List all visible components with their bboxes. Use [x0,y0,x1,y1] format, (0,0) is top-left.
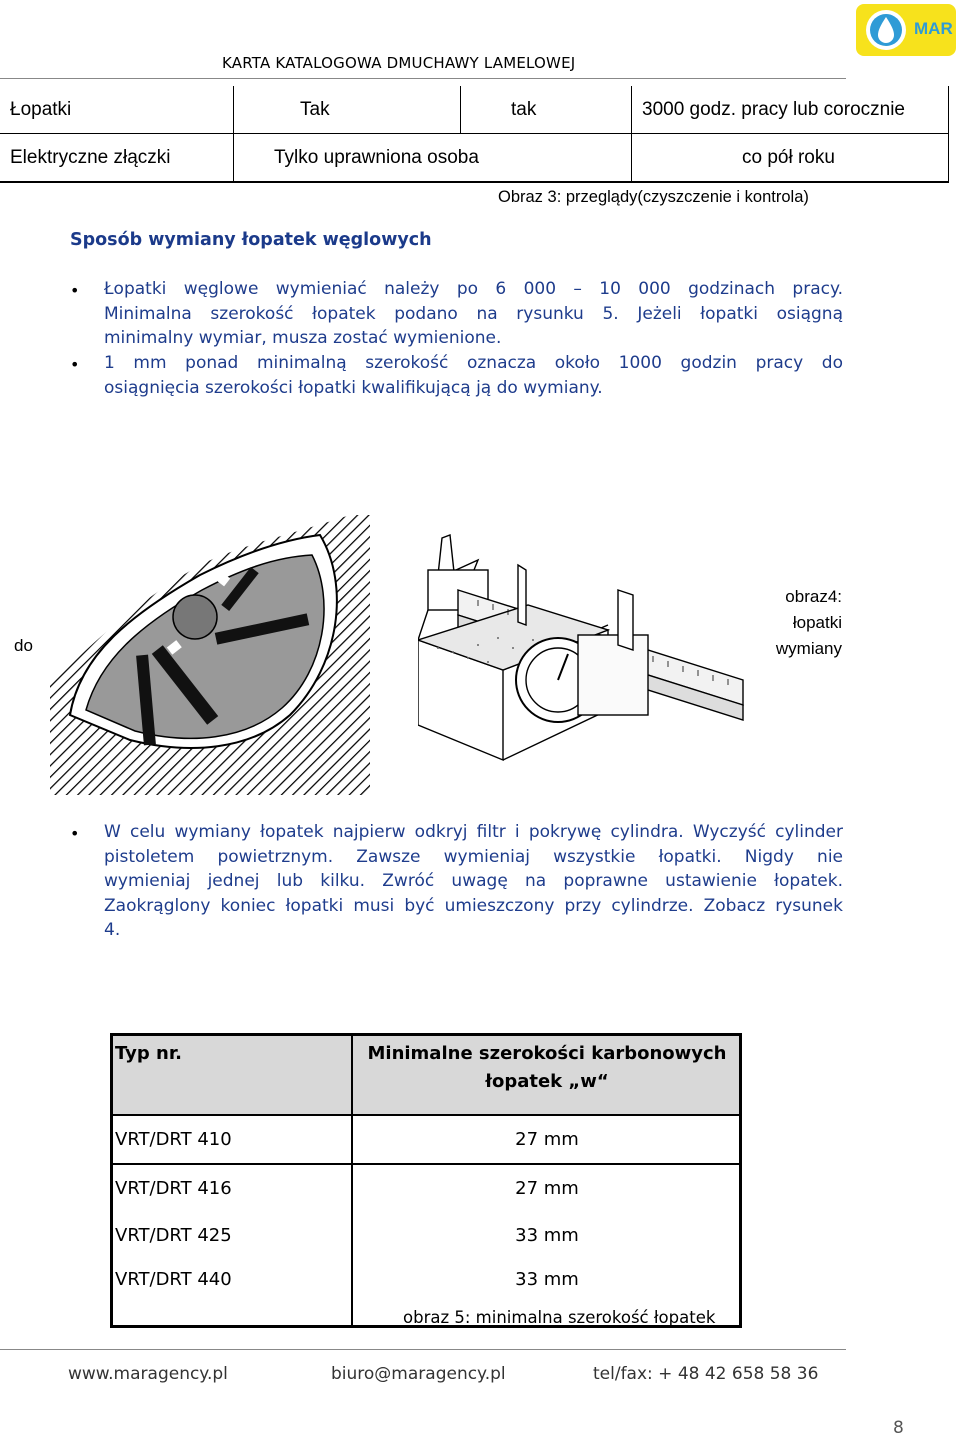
footer-phone: tel/fax: + 48 42 658 58 36 [593,1364,819,1384]
header-divider [0,78,846,79]
text-line: pistoletem powietrznym. Zawsze wymieniaj wszystkie łopatki. Nigdy nie [104,846,843,867]
header-type: Typ nr. [112,1035,353,1116]
text-line: osiągnięcia szerokości łopatki kwalifikującą ją do wymiany. [104,377,603,398]
table-cell: Tylko uprawniona osoba [234,134,632,183]
text-line: Minimalna szerokość łopatek podano na rysunku 5. Jeżeli łopatki osiągną [104,303,843,324]
bullet-paragraph [104,820,843,943]
width-cell: 27 mm [515,1178,579,1199]
table-row [0,134,949,183]
company-logo [856,4,956,56]
page-number: 8 [893,1418,904,1438]
type-cell: VRT/DRT 416 [112,1164,353,1212]
width-cell: 33 mm [515,1225,579,1246]
table-cell: co pół roku [632,134,949,183]
text-line: Zaokrąglony koniec łopatki musi być umieszczony przy cylindrze. Zobacz rysunek [104,895,843,916]
type-cell: VRT/DRT 410 [112,1115,353,1164]
caption-line: łopatki [792,613,842,632]
footer-website-link[interactable]: www.maragency.pl [68,1364,228,1384]
bullet-paragraph [104,351,843,400]
figure-caption-3: Obraz 3: przeglądy(czyszczenie i kontrola) [498,188,809,206]
table-row [112,1164,741,1212]
table-cell: Łopatki [0,86,234,134]
text-line: 1 mm ponad minimalną szerokość oznacza około 1000 godzin pracy do [104,353,843,373]
blade-width-table [110,1033,742,1328]
figure-caption-5: obraz 5: minimalna szerokość łopatek [403,1308,716,1327]
table-row [0,86,949,134]
table-cell: tak [461,86,632,134]
bullet-marker: • [70,824,80,843]
bullet-paragraph [104,277,843,351]
water-drop-icon [860,8,910,52]
header-line: Minimalne szerokości karbonowych [367,1043,727,1064]
bullet-marker: • [70,355,80,374]
table-cell: 3000 godz. pracy lub corocznie [632,86,949,134]
text-line: minimalny wymiar, musza zostać wymienione. [104,328,502,349]
type-cell: VRT/DRT 440 [112,1259,353,1327]
text-line: Łopatki węglowe wymieniać należy po 6 000 – 10 000 godzinach pracy. [104,279,843,299]
table-row [112,1115,741,1164]
table-header-row [112,1035,741,1116]
footer-email-link[interactable]: biuro@maragency.pl [331,1364,506,1384]
maintenance-table [0,86,949,183]
footer-divider [0,1349,846,1350]
text-line: wymieniaj jednej lub kilku. Zwróć uwagę na poprawne ustawienie łopatek. [104,871,843,892]
width-cell: 33 mm [515,1269,579,1290]
caption-line: wymiany [775,639,842,658]
header-min-width [352,1035,741,1116]
logo-text: MAR [914,19,953,38]
table-cell: Elektryczne złączki [0,134,234,183]
header-line: łopatek „w“ [485,1071,609,1092]
figure-caption-4 [760,584,842,662]
table-cell: Tak [234,86,461,134]
bullet-marker: • [70,281,80,300]
text-line: W celu wymiany łopatek najpierw odkryj filtr i pokrywę cylindra. Wyczyść cylinder [104,822,843,842]
table-row [112,1212,741,1259]
document-title: KARTA KATALOGOWA DMUCHAWY LAMELOWEJ [222,54,576,72]
width-cell: 27 mm [352,1115,741,1164]
type-cell: VRT/DRT 425 [112,1212,353,1259]
text-line: 4. [104,920,121,941]
section-title: Sposób wymiany łopatek węglowych [70,230,432,250]
caliper-gauge-drawing [418,530,748,790]
caption-line: obraz4: [785,587,842,606]
figure-label-do: do [14,636,33,655]
rotor-blade-drawing [50,505,370,795]
